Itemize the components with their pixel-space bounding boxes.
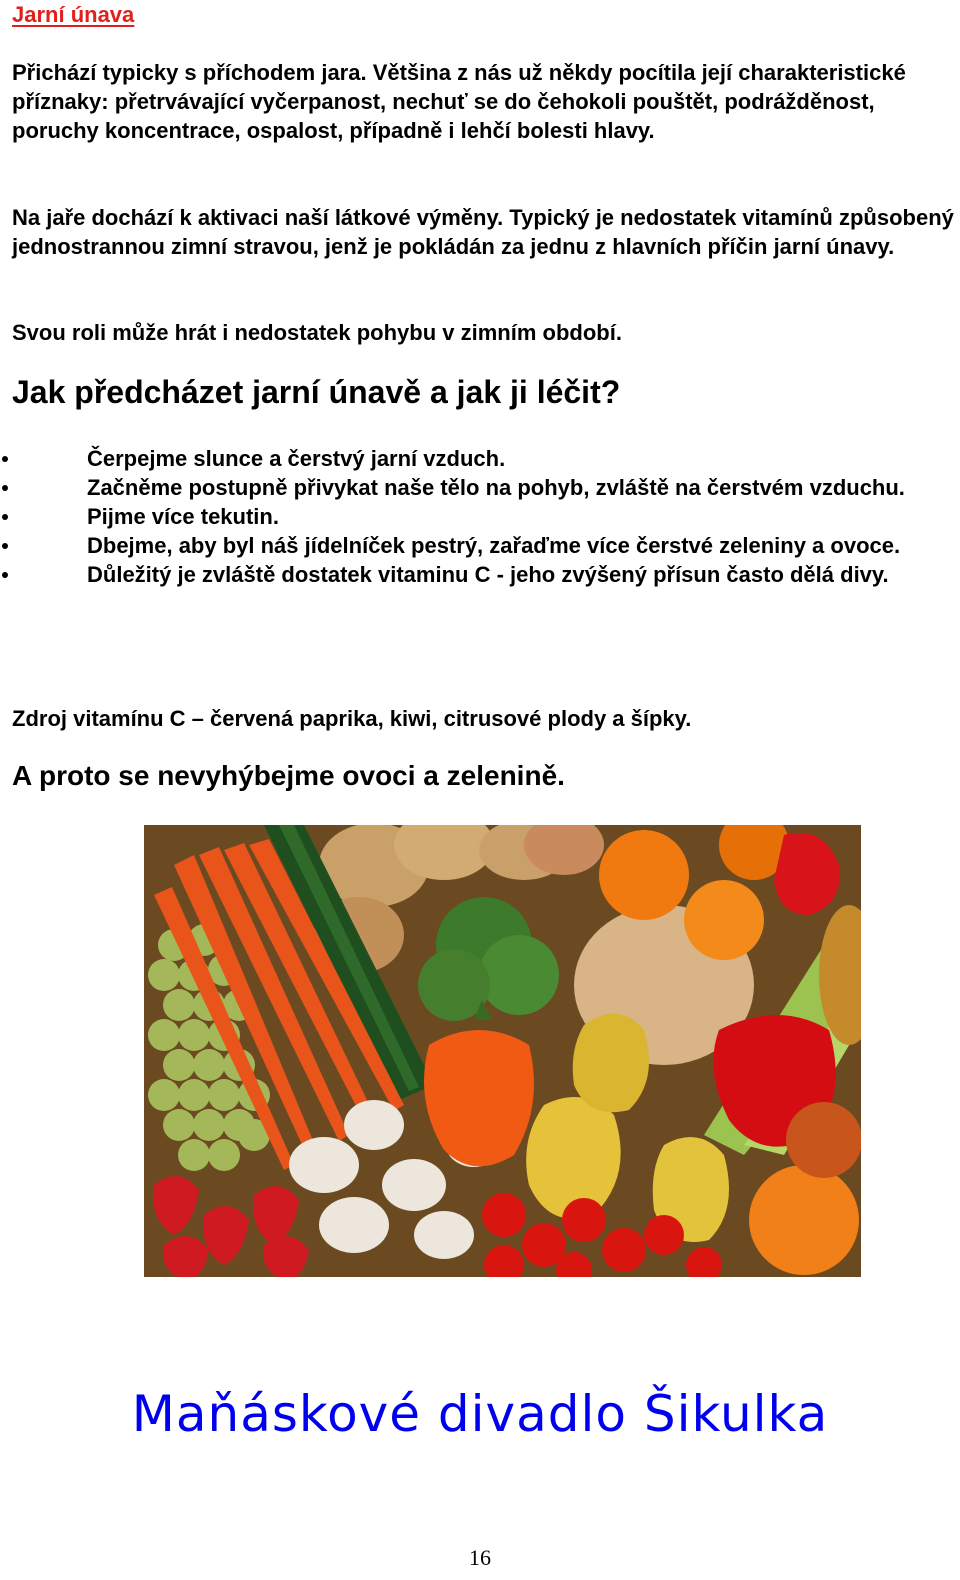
bullet-icon bbox=[2, 514, 8, 520]
list-item bbox=[0, 531, 955, 560]
movement-paragraph: Svou roli může hrát i nedostatek pohybu v zimním období. bbox=[12, 320, 622, 345]
metabolism-paragraph: Na jaře dochází k aktivaci naší látkové výměny. Typický je nedostatek vitamínů způsobený jednostrannou zimní stravou, jenž je pokládán za jednu z hlavních příčin jarní únavy. bbox=[12, 205, 954, 259]
intro-paragraph: Přichází typicky s příchodem jara. Většina z nás už někdy pocítila její charakteristické příznaky: přetrvávající vyčerpanost, nechuť se do čehokoli pouštět, podrážděnost, poruchy koncentrace, ospalost, případně i lehčí bolesti hlavy. bbox=[12, 60, 906, 143]
bullet-icon bbox=[2, 572, 8, 578]
tip-text: Dbejme, aby byl náš jídelníček pestrý, zařaďme více čerstvé zeleniny a ovoce. bbox=[87, 533, 901, 558]
bullet-icon bbox=[2, 485, 8, 491]
page-title: Jarní únava bbox=[12, 2, 135, 27]
closing-text: A proto se nevyhýbejme ovoci a zelenině. bbox=[12, 760, 565, 791]
vegetables-fruit-photo bbox=[144, 825, 861, 1277]
tip-text: Pijme více tekutin. bbox=[87, 504, 279, 529]
list-item bbox=[0, 560, 955, 589]
tip-text: Začněme postupně přivykat naše tělo na pohyb, zvláště na čerstvém vzduchu. bbox=[87, 475, 905, 500]
tip-text: Čerpejme slunce a čerstvý jarní vzduch. bbox=[87, 446, 506, 471]
tips-list bbox=[0, 444, 955, 589]
section-heading: Jak předcházet jarní únavě a jak ji léčit? bbox=[12, 374, 621, 410]
list-item bbox=[0, 473, 955, 502]
bullet-icon bbox=[2, 456, 8, 462]
bullet-icon bbox=[2, 543, 8, 549]
tip-text: Důležitý je zvláště dostatek vitaminu C - jeho zvýšený přísun často dělá divy. bbox=[87, 562, 889, 587]
vitamin-source-text: Zdroj vitamínu C – červená paprika, kiwi, citrusové plody a šípky. bbox=[12, 706, 692, 731]
list-item bbox=[0, 502, 955, 531]
list-item bbox=[0, 444, 955, 473]
page-number: 16 bbox=[469, 1545, 491, 1570]
theater-name: Maňáskové divadlo Šikulka bbox=[131, 1385, 829, 1443]
